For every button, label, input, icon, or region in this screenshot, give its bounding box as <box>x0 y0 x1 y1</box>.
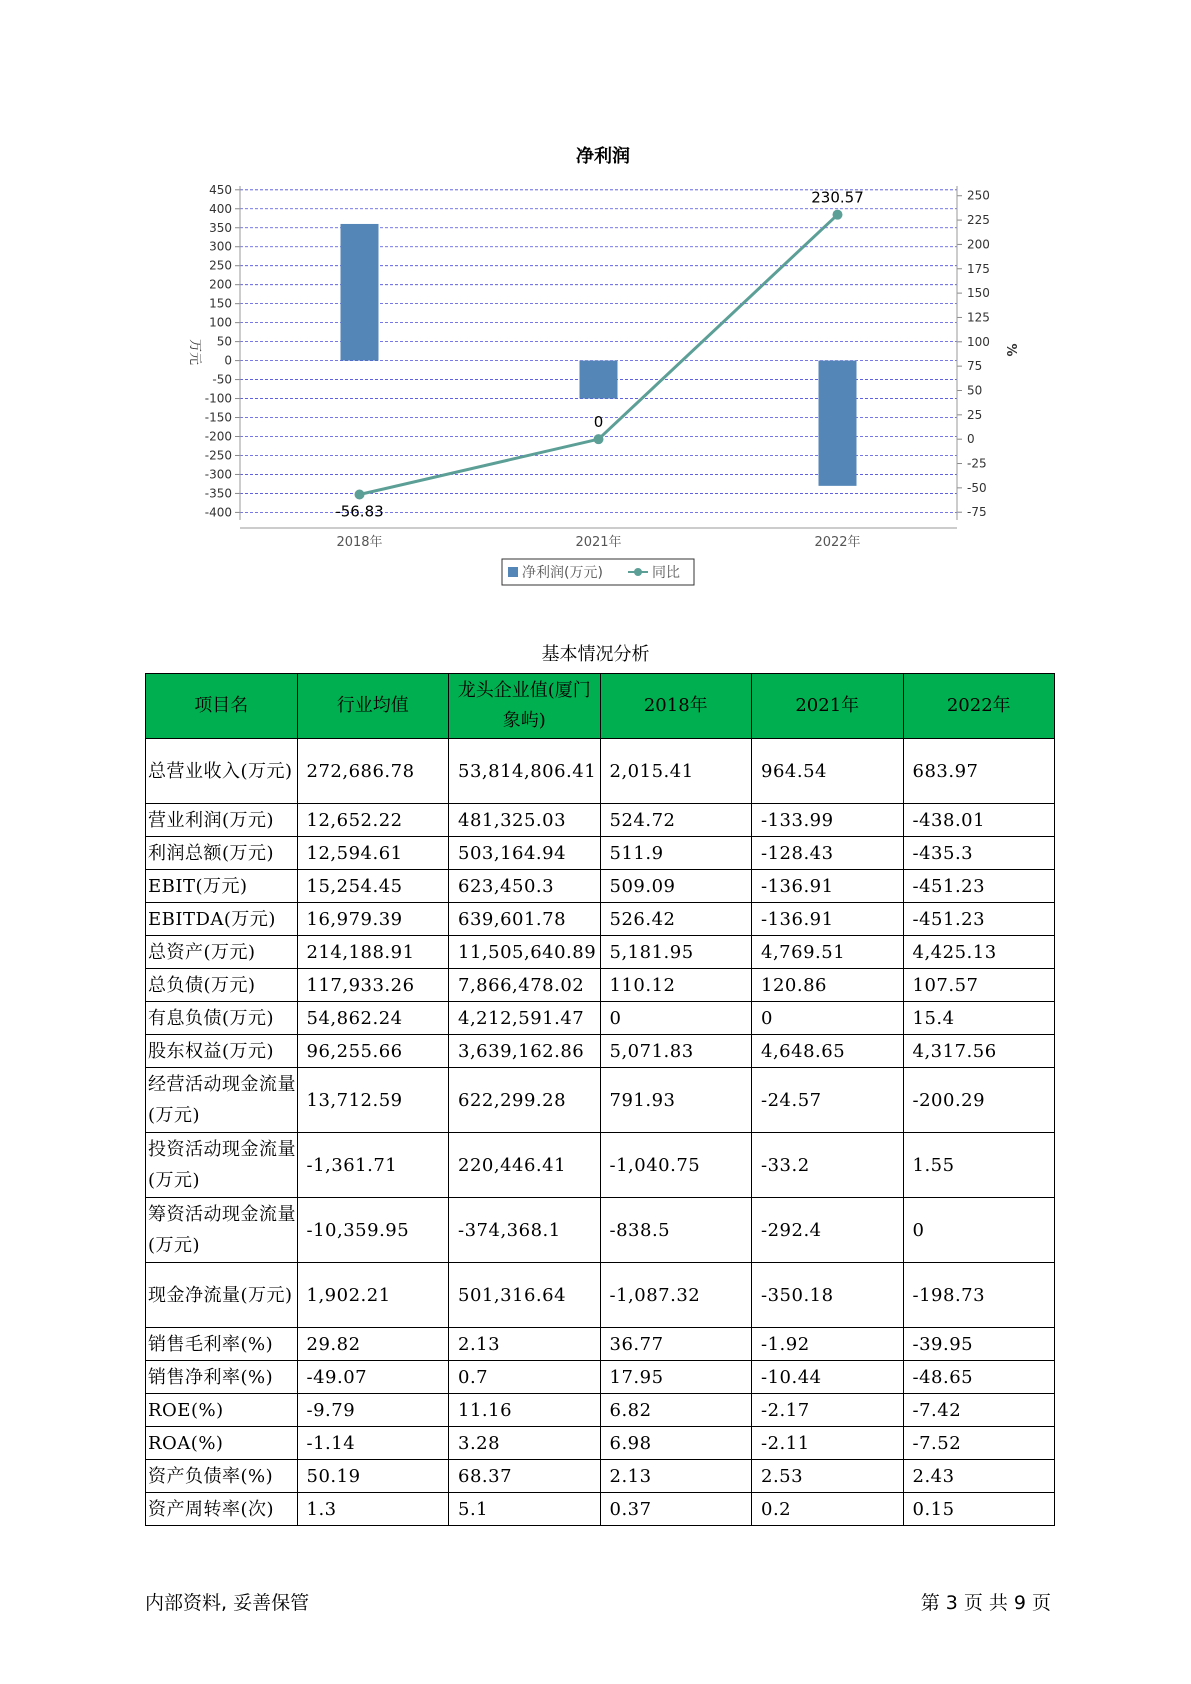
row-value-cell: 29.82 <box>297 1328 449 1361</box>
row-value-cell: -1,087.32 <box>600 1263 752 1328</box>
row-value-cell: 2.43 <box>903 1460 1055 1493</box>
row-value-cell: 220,446.41 <box>449 1133 601 1198</box>
row-value-cell: 16,979.39 <box>297 903 449 936</box>
legend-bar-label: 净利润(万元) <box>522 565 603 581</box>
row-value-cell: -136.91 <box>752 903 904 936</box>
row-value-cell: -133.99 <box>752 804 904 837</box>
page-total: 9 <box>1013 1592 1026 1614</box>
y-right-tick-label: 225 <box>967 213 990 228</box>
table-header-row <box>146 674 1055 739</box>
row-value-cell: 0.7 <box>449 1361 601 1394</box>
row-value-cell: -2.11 <box>752 1427 904 1460</box>
row-item-name: 现金净流量(万元) <box>146 1263 298 1328</box>
basic-analysis-table <box>145 673 1055 1526</box>
row-value-cell: 4,425.13 <box>903 936 1055 969</box>
table-row <box>146 1002 1055 1035</box>
y-tick-label: -300 <box>204 467 232 482</box>
y-right-tick-label: 0 <box>967 432 975 447</box>
table-row <box>146 1394 1055 1427</box>
row-value-cell: 13,712.59 <box>297 1068 449 1133</box>
y-tick-label: 400 <box>209 201 232 216</box>
row-value-cell: 3.28 <box>449 1427 601 1460</box>
row-value-cell: -7.52 <box>903 1427 1055 1460</box>
row-item-name: 总资产(万元) <box>146 936 298 969</box>
page-suffix: 页 <box>1031 1592 1051 1614</box>
row-value-cell: 6.82 <box>600 1394 752 1427</box>
row-item-name: 利润总额(万元) <box>146 837 298 870</box>
row-value-cell: -1,040.75 <box>600 1133 752 1198</box>
y-right-tick-label: 50 <box>967 383 983 398</box>
y-tick-label: -400 <box>204 505 232 520</box>
row-value-cell: 524.72 <box>600 804 752 837</box>
row-value-cell: 509.09 <box>600 870 752 903</box>
y-right-tick-label: 100 <box>967 334 990 349</box>
row-value-cell: 0.37 <box>600 1493 752 1526</box>
row-value-cell: -374,368.1 <box>449 1198 601 1263</box>
row-item-name: EBITDA(万元) <box>146 903 298 936</box>
row-value-cell: 0 <box>903 1198 1055 1263</box>
table-row <box>146 837 1055 870</box>
header-item-name: 项目名 <box>146 674 298 739</box>
row-value-cell: -33.2 <box>752 1133 904 1198</box>
row-value-cell: 50.19 <box>297 1460 449 1493</box>
x-tick-label: 2021年 <box>575 535 622 550</box>
row-value-cell: 0 <box>752 1002 904 1035</box>
table-row <box>146 1263 1055 1328</box>
row-value-cell: -1.14 <box>297 1427 449 1460</box>
y-axis-title: 万元 <box>187 338 202 366</box>
row-value-cell: 15,254.45 <box>297 870 449 903</box>
row-value-cell: -39.95 <box>903 1328 1055 1361</box>
y-tick-label: -200 <box>204 429 232 444</box>
table-row <box>146 1493 1055 1526</box>
header-year-2018: 2018年 <box>600 674 752 739</box>
row-value-cell: 6.98 <box>600 1427 752 1460</box>
x-tick-label: 2018年 <box>336 535 383 550</box>
row-value-cell: 7,866,478.02 <box>449 969 601 1002</box>
table-row <box>146 903 1055 936</box>
y-tick-label: 0 <box>224 353 232 368</box>
row-value-cell: 11.16 <box>449 1394 601 1427</box>
y-tick-label: -350 <box>204 486 232 501</box>
row-item-name: 总负债(万元) <box>146 969 298 1002</box>
row-value-cell: 2.13 <box>600 1460 752 1493</box>
page-prefix: 第 <box>920 1592 940 1614</box>
row-value-cell: -48.65 <box>903 1361 1055 1394</box>
row-value-cell: -451.23 <box>903 870 1055 903</box>
row-value-cell: -1.92 <box>752 1328 904 1361</box>
row-value-cell: -350.18 <box>752 1263 904 1328</box>
y-right-tick-label: 175 <box>967 261 990 276</box>
y-right-tick-label: -50 <box>967 480 987 495</box>
row-item-name: EBIT(万元) <box>146 870 298 903</box>
row-value-cell: 2.13 <box>449 1328 601 1361</box>
row-value-cell: -49.07 <box>297 1361 449 1394</box>
row-value-cell: -128.43 <box>752 837 904 870</box>
row-item-name: 筹资活动现金流量(万元) <box>146 1198 298 1263</box>
y-right-tick-label: -75 <box>967 505 987 520</box>
row-value-cell: 4,212,591.47 <box>449 1002 601 1035</box>
page-mid: 页 共 <box>963 1592 1008 1614</box>
row-value-cell: 117,933.26 <box>297 969 449 1002</box>
table-caption: 基本情况分析 <box>541 644 650 665</box>
table-row <box>146 1328 1055 1361</box>
table-row <box>146 739 1055 804</box>
row-value-cell: 120.86 <box>752 969 904 1002</box>
yoy-point <box>594 434 604 444</box>
row-value-cell: 272,686.78 <box>297 739 449 804</box>
row-value-cell: 2,015.41 <box>600 739 752 804</box>
row-value-cell: -2.17 <box>752 1394 904 1427</box>
row-value-cell: 54,862.24 <box>297 1002 449 1035</box>
footer-confidential-note: 内部资料, 妥善保管 <box>145 1592 310 1614</box>
row-value-cell: 964.54 <box>752 739 904 804</box>
y-right-tick-label: 250 <box>967 188 990 203</box>
y-right-tick-label: 75 <box>967 359 983 374</box>
y-tick-label: -250 <box>204 448 232 463</box>
row-item-name: 资产负债率(%) <box>146 1460 298 1493</box>
row-value-cell: 526.42 <box>600 903 752 936</box>
row-value-cell: 503,164.94 <box>449 837 601 870</box>
y-tick-label: -100 <box>204 391 232 406</box>
row-value-cell: 0.15 <box>903 1493 1055 1526</box>
row-value-cell: -438.01 <box>903 804 1055 837</box>
y-right-tick-label: 200 <box>967 237 990 252</box>
y-tick-label: 150 <box>209 296 232 311</box>
y-tick-label: -50 <box>212 372 232 387</box>
y-tick-label: 200 <box>209 277 232 292</box>
row-value-cell: 791.93 <box>600 1068 752 1133</box>
yoy-line <box>360 215 838 495</box>
y-tick-label: 100 <box>209 315 232 330</box>
row-item-name: 资产周转率(次) <box>146 1493 298 1526</box>
row-value-cell: -136.91 <box>752 870 904 903</box>
y-tick-label: 250 <box>209 258 232 273</box>
yoy-data-label: 230.57 <box>811 188 864 207</box>
chart-title: 净利润 <box>576 146 630 167</box>
net-profit-chart <box>0 0 1191 600</box>
row-value-cell: 214,188.91 <box>297 936 449 969</box>
row-item-name: 销售净利率(%) <box>146 1361 298 1394</box>
header-leader-value: 龙头企业值(厦门象屿) <box>449 674 601 739</box>
yoy-data-label: -56.83 <box>335 502 384 521</box>
row-value-cell: 1,902.21 <box>297 1263 449 1328</box>
y-right-tick-label: 150 <box>967 286 990 301</box>
table-row <box>146 1133 1055 1198</box>
row-value-cell: 17.95 <box>600 1361 752 1394</box>
row-value-cell: 53,814,806.41 <box>449 739 601 804</box>
row-value-cell: -198.73 <box>903 1263 1055 1328</box>
header-year-2021: 2021年 <box>752 674 904 739</box>
row-value-cell: -9.79 <box>297 1394 449 1427</box>
row-value-cell: 36.77 <box>600 1328 752 1361</box>
y-tick-label: 300 <box>209 239 232 254</box>
row-item-name: 销售毛利率(%) <box>146 1328 298 1361</box>
table-row <box>146 1068 1055 1133</box>
bar <box>580 361 618 399</box>
yoy-point <box>833 210 843 220</box>
header-industry-average: 行业均值 <box>297 674 449 739</box>
row-value-cell: 0 <box>600 1002 752 1035</box>
bar <box>819 361 857 486</box>
y-tick-label: 450 <box>209 182 232 197</box>
row-value-cell: 511.9 <box>600 837 752 870</box>
x-tick-label: 2022年 <box>814 535 861 550</box>
y-tick-label: -150 <box>204 410 232 425</box>
yoy-point <box>355 490 365 500</box>
row-value-cell: 12,594.61 <box>297 837 449 870</box>
table-row <box>146 804 1055 837</box>
table-row <box>146 969 1055 1002</box>
row-value-cell: 15.4 <box>903 1002 1055 1035</box>
row-value-cell: 12,652.22 <box>297 804 449 837</box>
row-value-cell: 4,769.51 <box>752 936 904 969</box>
row-value-cell: -1,361.71 <box>297 1133 449 1198</box>
row-value-cell: 501,316.64 <box>449 1263 601 1328</box>
row-value-cell: -10.44 <box>752 1361 904 1394</box>
table-row <box>146 1198 1055 1263</box>
row-value-cell: 96,255.66 <box>297 1035 449 1068</box>
page-current: 3 <box>945 1592 958 1614</box>
header-year-2022: 2022年 <box>903 674 1055 739</box>
row-value-cell: -10,359.95 <box>297 1198 449 1263</box>
row-value-cell: 107.57 <box>903 969 1055 1002</box>
row-value-cell: 4,317.56 <box>903 1035 1055 1068</box>
row-value-cell: 623,450.3 <box>449 870 601 903</box>
row-value-cell: 1.3 <box>297 1493 449 1526</box>
footer-page-number <box>918 1588 1054 1615</box>
row-value-cell: 0.2 <box>752 1493 904 1526</box>
row-item-name: ROA(%) <box>146 1427 298 1460</box>
row-item-name: 经营活动现金流量(万元) <box>146 1068 298 1133</box>
row-value-cell: 68.37 <box>449 1460 601 1493</box>
row-value-cell: 1.55 <box>903 1133 1055 1198</box>
table-row <box>146 870 1055 903</box>
legend-line-label: 同比 <box>652 565 680 581</box>
row-item-name: ROE(%) <box>146 1394 298 1427</box>
table-row <box>146 1361 1055 1394</box>
row-value-cell: 5.1 <box>449 1493 601 1526</box>
y-right-tick-label: 25 <box>967 407 983 422</box>
row-value-cell: -292.4 <box>752 1198 904 1263</box>
row-item-name: 有息负债(万元) <box>146 1002 298 1035</box>
row-value-cell: 622,299.28 <box>449 1068 601 1133</box>
row-value-cell: 11,505,640.89 <box>449 936 601 969</box>
row-value-cell: -435.3 <box>903 837 1055 870</box>
row-value-cell: -200.29 <box>903 1068 1055 1133</box>
y-right-tick-label: 125 <box>967 310 990 325</box>
row-item-name: 股东权益(万元) <box>146 1035 298 1068</box>
y-tick-label: 50 <box>216 334 232 349</box>
table-row <box>146 1460 1055 1493</box>
bar <box>341 224 379 361</box>
row-value-cell: 3,639,162.86 <box>449 1035 601 1068</box>
row-value-cell: -7.42 <box>903 1394 1055 1427</box>
row-value-cell: 639,601.78 <box>449 903 601 936</box>
row-value-cell: 683.97 <box>903 739 1055 804</box>
row-value-cell: -451.23 <box>903 903 1055 936</box>
row-value-cell: -838.5 <box>600 1198 752 1263</box>
y-right-axis-title: % <box>1003 343 1018 357</box>
row-value-cell: 5,181.95 <box>600 936 752 969</box>
table-row <box>146 1035 1055 1068</box>
row-value-cell: -24.57 <box>752 1068 904 1133</box>
legend-bar-swatch <box>508 567 518 577</box>
row-value-cell: 4,648.65 <box>752 1035 904 1068</box>
table-row <box>146 1427 1055 1460</box>
table-row <box>146 936 1055 969</box>
row-value-cell: 481,325.03 <box>449 804 601 837</box>
row-item-name: 投资活动现金流量(万元) <box>146 1133 298 1198</box>
row-item-name: 营业利润(万元) <box>146 804 298 837</box>
legend-line-marker <box>634 568 642 576</box>
row-value-cell: 5,071.83 <box>600 1035 752 1068</box>
row-value-cell: 2.53 <box>752 1460 904 1493</box>
row-value-cell: 110.12 <box>600 969 752 1002</box>
y-right-tick-label: -25 <box>967 456 987 471</box>
yoy-data-label: 0 <box>593 413 604 432</box>
row-item-name: 总营业收入(万元) <box>146 739 298 804</box>
y-tick-label: 350 <box>209 220 232 235</box>
